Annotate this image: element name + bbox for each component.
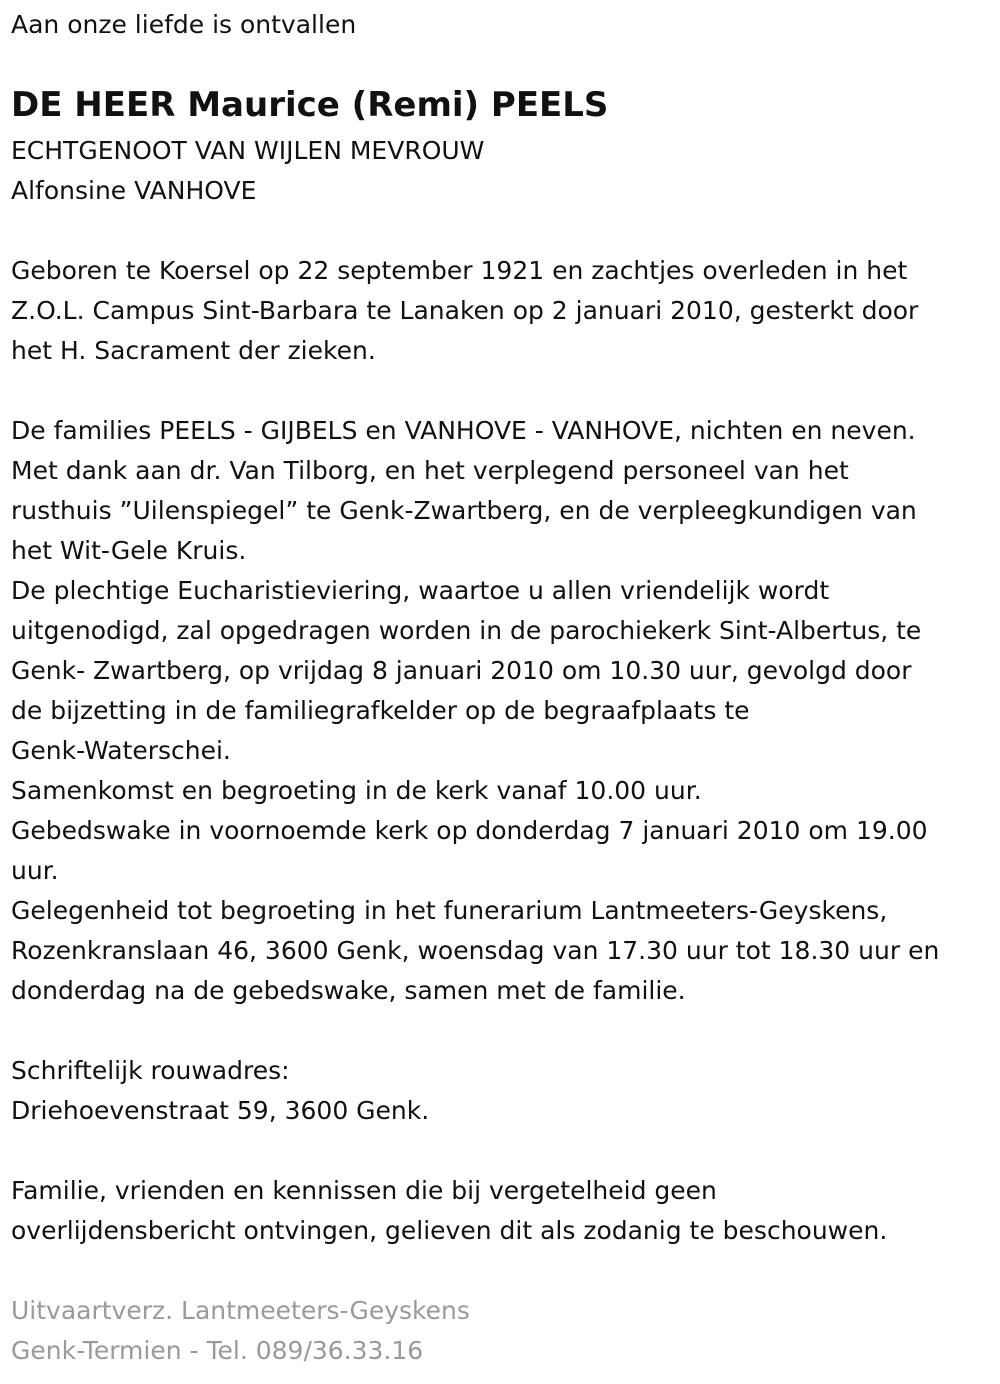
paragraph-line: De plechtige Eucharistieviering, waartoe u allen vriendelijk wordt (11, 576, 830, 605)
spacer (11, 1251, 1000, 1291)
address-value: Driehoevenstraat 59, 3600 Genk. (11, 1096, 430, 1125)
paragraph-line: Samenkomst en begroeting in de kerk vanaf 10.00 uur. (11, 776, 702, 805)
paragraph-line: donderdag na de gebedswake, samen met de familie. (11, 976, 686, 1005)
paragraph-line: Genk-Waterschei. (11, 736, 231, 765)
paragraph-line: Gelegenheid tot begroeting in het funerarium Lantmeeters-Geyskens, (11, 896, 888, 925)
paragraph-line: Met dank aan dr. Van Tilborg, en het verplegend personeel van het (11, 456, 849, 485)
spouse-line: ECHTGENOOT VAN WIJLEN MEVROUW (11, 136, 485, 165)
paragraph-line: uitgenodigd, zal opgedragen worden in de parochiekerk Sint-Albertus, te (11, 616, 922, 645)
deceased-name: DE HEER Maurice (Remi) PEELS (11, 85, 609, 125)
families-ceremony-paragraph (11, 411, 1000, 1011)
spacer (11, 1011, 1000, 1051)
paragraph-line: Geboren te Koersel op 22 september 1921 en zachtjes overleden in het (11, 256, 908, 285)
notice-paragraph (11, 1171, 1000, 1251)
paragraph-line: Rozenkranslaan 46, 3600 Genk, woensdag van 17.30 uur tot 18.30 uur en (11, 936, 940, 965)
spouse-line: Alfonsine VANHOVE (11, 176, 257, 205)
paragraph-line: Genk- Zwartberg, op vrijdag 8 januari 2010 om 10.30 uur, gevolgd door (11, 656, 912, 685)
paragraph-line: rusthuis ”Uilenspiegel” te Genk-Zwartberg, en de verpleegkundigen van (11, 496, 917, 525)
paragraph-line: het H. Sacrament der zieken. (11, 336, 376, 365)
paragraph-line: overlijdensbericht ontvingen, gelieven dit als zodanig te beschouwen. (11, 1216, 888, 1245)
intro-line: Aan onze liefde is ontvallen (11, 10, 357, 39)
paragraph-line: Z.O.L. Campus Sint-Barbara te Lanaken op 2 januari 2010, gesterkt door (11, 296, 919, 325)
paragraph-line: uur. (11, 856, 59, 885)
birth-death-paragraph (11, 251, 1000, 371)
address-block (11, 1051, 1000, 1131)
spouse-block (11, 131, 1000, 211)
footer-line: Uitvaartverz. Lantmeeters-Geyskens (11, 1296, 470, 1325)
paragraph-line: Familie, vrienden en kennissen die bij vergetelheid geen (11, 1176, 717, 1205)
paragraph-line: het Wit-Gele Kruis. (11, 536, 247, 565)
spacer (11, 371, 1000, 411)
paragraph-line: De families PEELS - GIJBELS en VANHOVE - VANHOVE, nichten en neven. (11, 416, 916, 445)
address-label: Schriftelijk rouwadres: (11, 1056, 290, 1085)
funeral-home-footer (11, 1291, 1000, 1371)
paragraph-line: Gebedswake in voornoemde kerk op donderdag 7 januari 2010 om 19.00 (11, 816, 928, 845)
spacer (11, 1131, 1000, 1171)
footer-line: Genk-Termien - Tel. 089/36.33.16 (11, 1336, 424, 1365)
spacer (11, 211, 1000, 251)
paragraph-line: de bijzetting in de familiegrafkelder op de begraafplaats te (11, 696, 750, 725)
